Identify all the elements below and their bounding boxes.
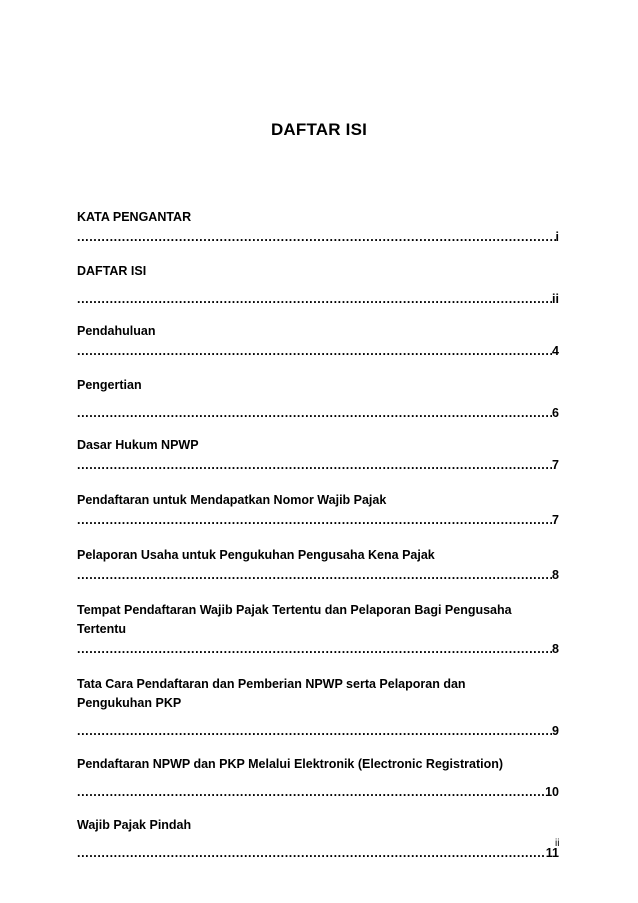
dot-leader [77,456,552,475]
toc-page-number: 7 [552,513,559,527]
toc-entry-pendahuluan[interactable] [77,322,559,361]
dot-leader [77,722,552,741]
toc-leader [77,835,559,863]
page-title: DAFTAR ISI [270,120,368,139]
toc-entry-pelaporan-usaha[interactable] [77,546,559,585]
dot-leader [77,511,552,530]
toc-leader [77,565,559,585]
toc-leader [77,281,559,309]
toc-entry-wajib-pajak-pindah[interactable] [77,816,559,863]
toc-entry-label: Pengertian [77,378,142,392]
toc-leader [77,713,559,741]
dot-leader [77,404,552,423]
toc-entry-tata-cara[interactable] [77,675,559,741]
toc-entry-label: Dasar Hukum NPWP [77,438,199,452]
toc-entry-tempat-pendaftaran[interactable] [77,601,559,659]
toc-leader [77,395,559,423]
toc-entry-label: KATA PENGANTAR [77,210,192,224]
toc-page-number: 8 [552,568,559,582]
toc-leader [77,774,559,802]
toc-page-number: i [555,230,559,244]
toc-entry-daftar-isi[interactable] [77,262,559,309]
toc-entry-label: Pendaftaran untuk Mendapatkan Nomor Wajib Pajak [77,493,387,507]
toc-leader [77,227,559,247]
toc-entry-label: Tata Cara Pendaftaran dan Pemberian NPWP serta Pelaporan dan Pengukuhan PKP [77,677,466,710]
toc-entry-pengertian[interactable] [77,376,559,423]
page-number-footer: ii [555,838,560,849]
toc-entry-label: Wajib Pajak Pindah [77,818,192,832]
toc-entry-label: DAFTAR ISI [77,264,147,278]
dot-leader [77,783,545,802]
dot-leader [77,228,556,247]
toc-entry-pendaftaran-elektronik[interactable] [77,755,559,802]
dot-leader [77,566,552,585]
toc-page-number: 10 [545,785,559,799]
toc-page-number: ii [552,292,559,306]
toc-page-number: 6 [552,406,559,420]
toc-entry-label: Tempat Pendaftaran Wajib Pajak Tertentu dan Pelaporan Bagi Pengusaha Tertentu [77,603,512,636]
toc-page-number: 8 [552,642,559,656]
toc-entry-dasar-hukum-npwp[interactable] [77,436,559,475]
toc-page-number: 4 [552,344,559,358]
toc-leader [77,510,559,530]
toc-entry-pendaftaran-npwp[interactable] [77,491,559,530]
table-of-contents [77,208,559,880]
dot-leader [77,640,552,659]
toc-entry-label: Pendahuluan [77,324,156,338]
toc-entry-kata-pengantar[interactable] [77,208,559,247]
toc-leader [77,341,559,361]
dot-leader [77,290,552,309]
toc-page-number: 9 [552,724,559,738]
toc-entry-label: Pelaporan Usaha untuk Pengukuhan Pengusaha Kena Pajak [77,548,435,562]
toc-leader [77,455,559,475]
toc-entry-label: Pendaftaran NPWP dan PKP Melalui Elektronik (Electronic Registration) [77,757,504,771]
dot-leader [77,844,546,863]
toc-page-number: 7 [552,458,559,472]
toc-leader [77,639,559,659]
toc-page-number: 11 [545,846,559,860]
dot-leader [77,342,552,361]
